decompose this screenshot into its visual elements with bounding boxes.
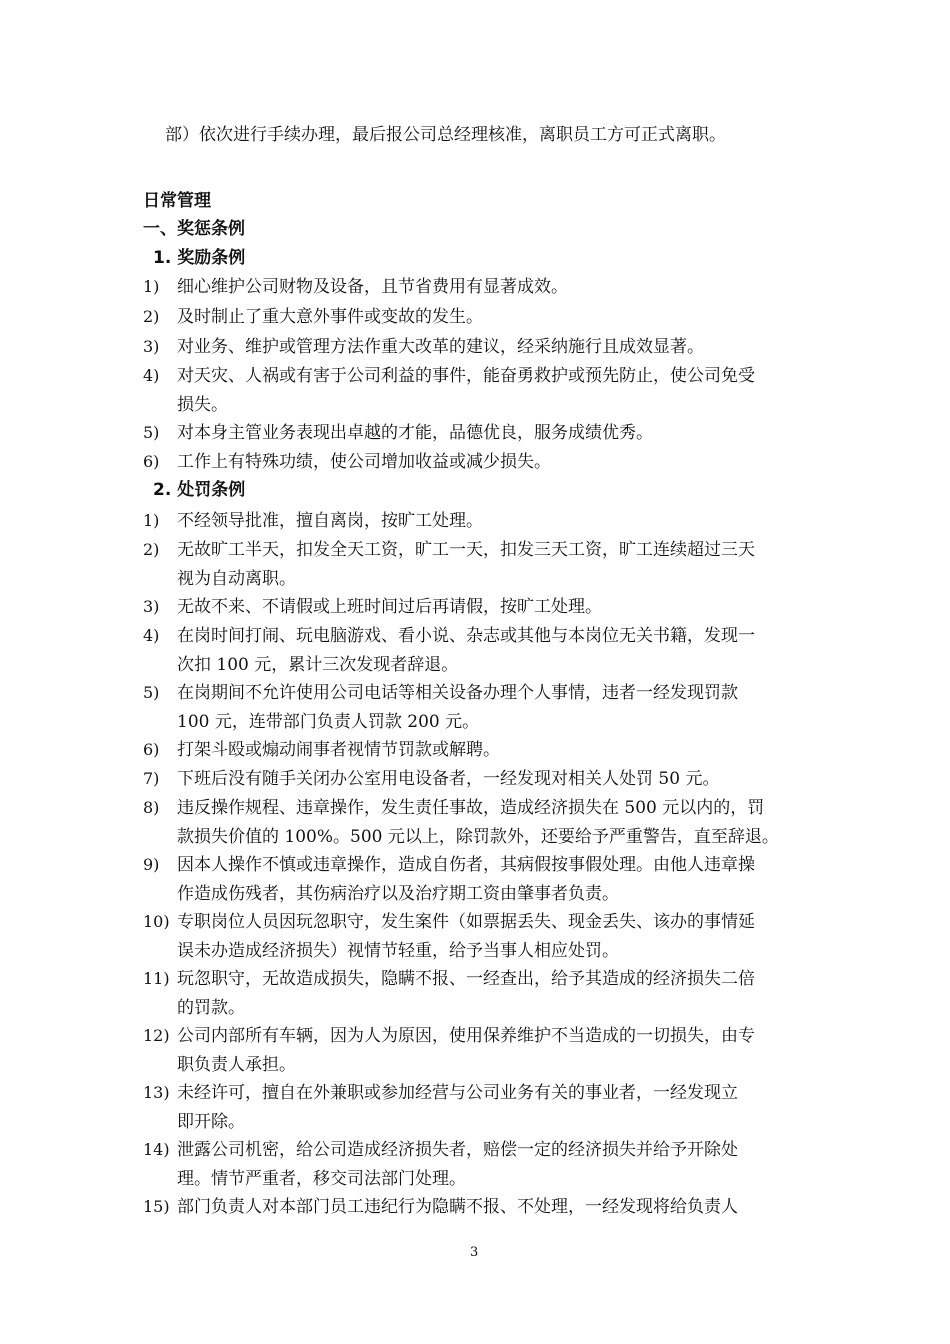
chapter-title: 一、奖惩条例 (143, 219, 245, 239)
list-item-text: 在岗时间打闹、玩电脑游戏、看小说、杂志或其他与本岗位无关书籍，发现一 (177, 626, 755, 646)
list-item-text: 违反操作规程、违章操作，发生责任事故，造成经济损失在 500 元以内的，罚 (177, 798, 765, 818)
list-item-number: 11) (143, 969, 170, 988)
list-item-number: 6) (143, 740, 160, 759)
list-item-number: 6) (143, 452, 160, 471)
list-item-number: 10) (143, 912, 170, 931)
list-item-text: 理。情节严重者，移交司法部门处理。 (177, 1169, 466, 1189)
penalty-title: 2. 处罚条例 (153, 480, 246, 500)
list-item-text: 无故不来、不请假或上班时间过后再请假，按旷工处理。 (177, 597, 602, 617)
list-item-text: 对天灾、人祸或有害于公司利益的事件，能奋勇救护或预先防止，使公司免受 (177, 366, 755, 386)
list-item-text: 对业务、维护或管理方法作重大改革的建议，经采纳施行且成效显著。 (177, 337, 704, 357)
list-item-text: 在岗期间不允许使用公司电话等相关设备办理个人事情，违者一经发现罚款 (177, 683, 738, 703)
list-item-number: 1) (143, 511, 160, 530)
list-item-number: 9) (143, 855, 160, 874)
list-item-number: 3) (143, 597, 160, 616)
list-item-number: 5) (143, 423, 160, 442)
list-item-text: 因本人操作不慎或违章操作，造成自伤者，其病假按事假处理。由他人违章操 (177, 855, 755, 875)
list-item-text: 损失。 (177, 395, 228, 415)
section-title: 日常管理 (143, 191, 211, 211)
list-item-number: 5) (143, 683, 160, 702)
list-item-number: 4) (143, 626, 160, 645)
list-item-text: 100 元，连带部门负责人罚款 200 元。 (177, 712, 480, 732)
list-item-text: 对本身主管业务表现出卓越的才能，品德优良，服务成绩优秀。 (177, 423, 653, 443)
list-item-text: 款损失价值的 100%。500 元以上，除罚款外，还要给予严重警告，直至辞退。 (177, 827, 779, 847)
list-item-text: 未经许可，擅自在外兼职或参加经营与公司业务有关的事业者，一经发现立 (177, 1083, 738, 1103)
list-item-number: 2) (143, 307, 160, 326)
list-item-text: 部门负责人对本部门员工违纪行为隐瞒不报、不处理，一经发现将给负责人 (177, 1197, 738, 1217)
list-item-number: 15) (143, 1197, 170, 1216)
list-item-text: 视为自动离职。 (177, 569, 296, 589)
list-item-text: 职负责人承担。 (177, 1055, 296, 1075)
list-item-text: 及时制止了重大意外事件或变故的发生。 (177, 307, 483, 327)
list-item-text: 细心维护公司财物及设备，且节省费用有显著成效。 (177, 277, 568, 297)
list-item-text: 的罚款。 (177, 998, 245, 1018)
list-item-number: 1) (143, 277, 160, 296)
list-item-text: 作造成伤残者，其伤病治疗以及治疗期工资由肇事者负责。 (177, 884, 619, 904)
list-item-text: 公司内部所有车辆，因为人为原因，使用保养维护不当造成的一切损失，由专 (177, 1026, 755, 1046)
list-item-text: 误未办造成经济损失）视情节轻重，给予当事人相应处罚。 (177, 941, 619, 961)
list-item-number: 4) (143, 366, 160, 385)
list-item-text: 工作上有特殊功绩，使公司增加收益或减少损失。 (177, 452, 551, 472)
list-item-text: 泄露公司机密，给公司造成经济损失者，赔偿一定的经济损失并给予开除处 (177, 1140, 738, 1160)
list-item-number: 12) (143, 1026, 170, 1045)
list-item-text: 玩忽职守，无故造成损失，隐瞒不报、一经查出，给予其造成的经济损失二倍 (177, 969, 755, 989)
list-item-number: 14) (143, 1140, 170, 1159)
list-item-text: 次扣 100 元，累计三次发现者辞退。 (177, 655, 459, 675)
list-item-text: 打架斗殴或煽动闹事者视情节罚款或解聘。 (177, 740, 500, 760)
list-item-number: 3) (143, 337, 160, 356)
intro-line: 部）依次进行手续办理，最后报公司总经理核准，离职员工方可正式离职。 (165, 125, 726, 145)
list-item-text: 专职岗位人员因玩忽职守，发生案件（如票据丢失、现金丢失、该办的事情延 (177, 912, 755, 932)
list-item-number: 2) (143, 540, 160, 559)
list-item-text: 下班后没有随手关闭办公室用电设备者，一经发现对相关人处罚 50 元。 (177, 769, 720, 789)
reward-title: 1. 奖励条例 (153, 248, 246, 268)
list-item-number: 8) (143, 798, 160, 817)
list-item-text: 不经领导批准，擅自离岗，按旷工处理。 (177, 511, 483, 531)
list-item-number: 13) (143, 1083, 170, 1102)
list-item-text: 即开除。 (177, 1112, 245, 1132)
list-item-text: 无故旷工半天，扣发全天工资，旷工一天，扣发三天工资，旷工连续超过三天 (177, 540, 755, 560)
page-number: 3 (470, 1245, 479, 1260)
list-item-number: 7) (143, 769, 160, 788)
